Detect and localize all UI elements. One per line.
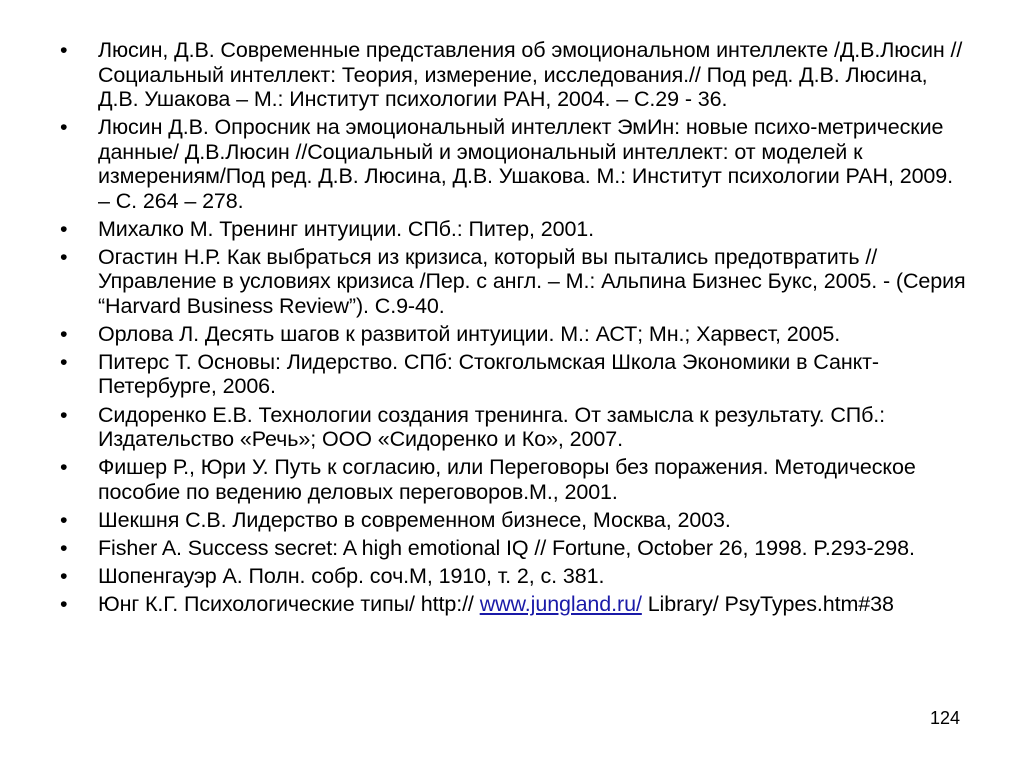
reference-text: Шопенгауэр А. Полн. собр. соч.М, 1910, т. 2, с. 381. [98,563,605,588]
reference-text: Люсин, Д.В. Современные представления об эмоциональном интеллекте /Д.В.Люсин // Социальный интеллект: Теория, измерение, исследования.// Под ред. Д.В. Люсина, Д.В. Ушакова – М.: Институт психологии РАН, 2004. – С.29 - 36. [98,38,963,111]
reference-item-10 [60,536,970,561]
reference-item-1 [60,38,970,112]
bullet-icon: • [60,402,68,427]
reference-text: Люсин Д.В. Опросник на эмоциональный интеллект ЭмИн: новые психо-метрические данные/ Д.В.Люсин //Социальный и эмоциональный интеллект: от моделей к измерениям/Под ред. Д.В. Люсина, Д.В. Ушакова. М.: Институт психологии РАН, 2009. – С. 264 – 278. [98,115,954,213]
bullet-icon: • [60,455,68,480]
reference-item-4 [60,245,970,319]
jungland-link[interactable]: www.jungland.ru/ [479,592,642,617]
bullet-icon: • [60,38,68,62]
reference-item-8 [60,455,970,504]
reference-text: Орлова Л. Десять шагов к развитой интуиции. М.: АСТ; Мн.; Харвест, 2005. [98,321,841,346]
bullet-icon: • [60,244,68,269]
reference-text: Питерс Т. Основы: Лидерство. СПб: Стокгольмская Школа Экономики в Санкт-Петербурге, 2006. [98,349,879,399]
reference-list [60,38,970,620]
reference-text: Огастин Н.Р. Как выбраться из кризиса, который вы пытались предотвратить //Управление в условиях кризиса /Пер. с англ. – М.: Альпина Бизнес Букс, 2005. - (Серия “Harvard Business Review”). С.9-40. [98,244,966,318]
reference-text: Fisher A. Success secret: A high emotional IQ // Fortune, October 26, 1998. P.293-298. [98,535,915,560]
bullet-icon: • [60,216,68,241]
reference-text-suffix: Library/ PsyTypes.htm#38 [641,592,894,617]
reference-item-12 [60,592,970,617]
reference-item-3 [60,217,970,242]
reference-text: Сидоренко Е.В. Технологии создания тренинга. От замысла к результату. СПб.: Издательство «Речь»; ООО «Сидоренко и Ко», 2007. [98,402,886,452]
bullet-icon: • [60,115,68,140]
reference-item-6 [60,350,970,399]
bullet-icon: • [60,592,68,617]
reference-item-5 [60,322,970,347]
bullet-icon: • [60,507,68,532]
reference-text: Шекшня С.В. Лидерство в современном бизнесе, Москва, 2003. [98,507,731,532]
bullet-icon: • [60,563,68,588]
page-number: 124 [930,708,961,728]
reference-item-2 [60,115,970,213]
reference-text-prefix: Юнг К.Г. Психологические типы/ http:// [98,592,480,617]
reference-item-11 [60,564,970,589]
bullet-icon: • [60,535,68,560]
reference-item-7 [60,403,970,452]
reference-item-9 [60,508,970,533]
bullet-icon: • [60,321,68,346]
reference-text: Михалко М. Тренинг интуиции. СПб.: Питер, 2001. [98,216,595,241]
reference-text: Фишер Р., Юри У. Путь к согласию, или Переговоры без поражения. Методическое пособие по ведению деловых переговоров.М., 2001. [98,455,916,504]
bullet-icon: • [60,349,68,374]
